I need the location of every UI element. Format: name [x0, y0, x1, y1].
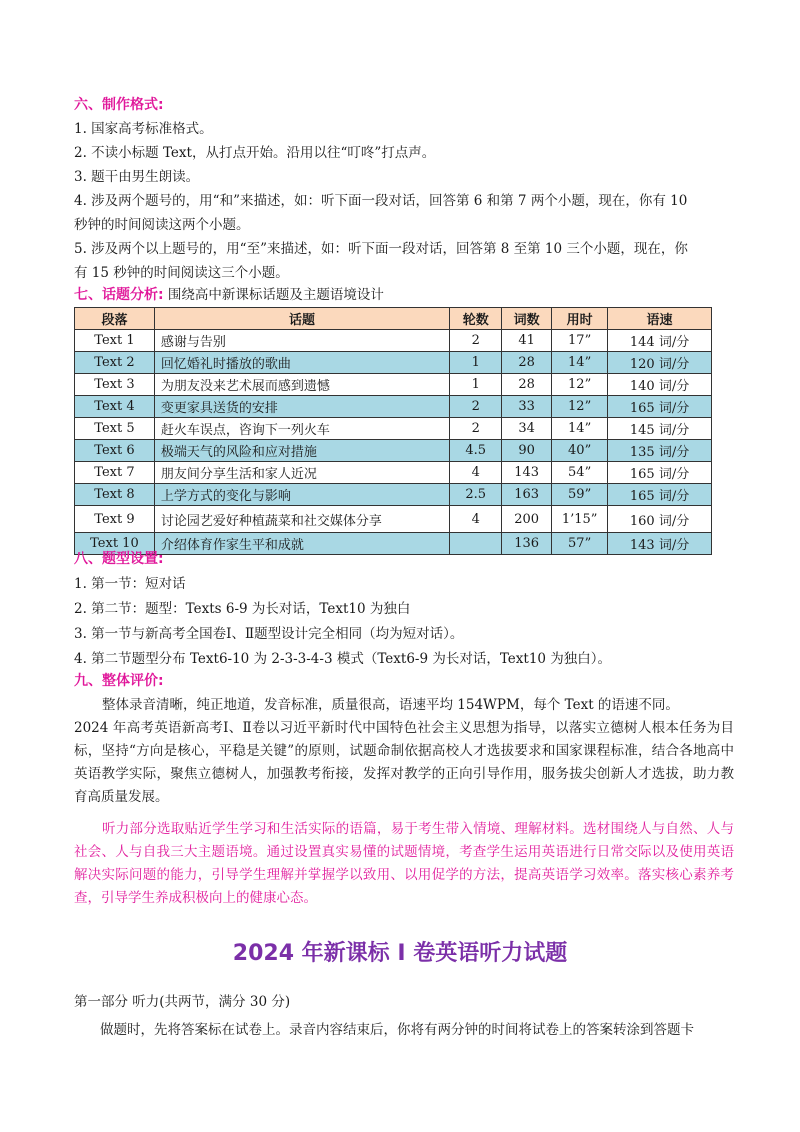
cell-topic: 讨论园艺爱好种植蔬菜和社交媒体分享 — [154, 506, 449, 533]
cell-time: 59” — [552, 484, 608, 506]
table-row — [75, 396, 712, 418]
cell-words: 28 — [502, 374, 552, 396]
cell-words: 33 — [502, 396, 552, 418]
cell-words: 34 — [502, 418, 552, 440]
cell-rounds: 4 — [450, 506, 502, 533]
s6-item-5-cont: 有 15 秒钟的时间阅读这三个小题。 — [74, 265, 289, 281]
section-7-desc: 围绕高中新课标话题及主题语境设计 — [167, 287, 384, 303]
cell-words: 143 — [502, 462, 552, 484]
cell-rounds: 4.5 — [450, 440, 502, 462]
col-header-topic: 话题 — [154, 308, 449, 330]
cell-text: Text 10 — [75, 533, 155, 555]
s8-item-1: 1. 第一节：短对话 — [74, 576, 186, 592]
cell-time: 1’15” — [552, 506, 608, 533]
cell-text: Text 2 — [75, 352, 155, 374]
table-row — [75, 484, 712, 506]
cell-topic: 朋友间分享生活和家人近况 — [154, 462, 449, 484]
cell-speed: 165 词/分 — [608, 462, 712, 484]
cell-time: 12” — [552, 374, 608, 396]
s8-item-3: 3. 第一节与新高考全国卷Ⅰ、Ⅱ题型设计完全相同（均为短对话）。 — [74, 626, 464, 642]
s6-item-4: 4. 涉及两个题号的，用“和”来描述，如：听下面一段对话，回答第 6 和第 7 两个小题，现在，你有 10 — [74, 193, 688, 209]
cell-text: Text 7 — [75, 462, 155, 484]
section-7-heading-line — [74, 284, 734, 306]
cell-speed: 143 词/分 — [608, 533, 712, 555]
cell-text: Text 4 — [75, 396, 155, 418]
cell-words: 163 — [502, 484, 552, 506]
cell-time: 57” — [552, 533, 608, 555]
table-row — [75, 352, 712, 374]
s6-item-3: 3. 题干由男生朗读。 — [74, 169, 200, 185]
topic-table — [74, 307, 712, 555]
cell-speed: 140 词/分 — [608, 374, 712, 396]
cell-text: Text 1 — [75, 330, 155, 352]
cell-topic: 回忆婚礼时播放的歌曲 — [154, 352, 449, 374]
cell-rounds: 1 — [450, 374, 502, 396]
cell-rounds: 2 — [450, 418, 502, 440]
col-header-words: 词数 — [502, 308, 552, 330]
col-header-text: 段落 — [75, 308, 155, 330]
col-header-time: 用时 — [552, 308, 608, 330]
table-header-row — [75, 308, 712, 330]
cell-text: Text 6 — [75, 440, 155, 462]
s6-item-2: 2. 不读小标题 Text，从打点开始。沿用以往“叮咚”打点声。 — [74, 145, 436, 161]
s8-item-2: 2. 第二节：题型：Texts 6-9 为长对话，Text10 为独白 — [74, 601, 411, 617]
s8-item-4: 4. 第二节题型分布 Text6-10 为 2-3-3-4-3 模式（Text6-9 为长对话，Text10 为独白）。 — [74, 651, 612, 667]
cell-text: Text 5 — [75, 418, 155, 440]
s9-paragraph-1: 整体录音清晰，纯正地道，发音标准，质量很高，语速平均 154WPM，每个 Text 的语速不同。 — [102, 697, 679, 713]
cell-speed: 165 词/分 — [608, 396, 712, 418]
cell-text: Text 8 — [75, 484, 155, 506]
section-6-heading: 六、制作格式: — [74, 97, 164, 113]
cell-text: Text 3 — [75, 374, 155, 396]
cell-topic: 极端天气的风险和应对措施 — [154, 440, 449, 462]
exam-title: 2024 年新课标 I 卷英语听力试题 — [232, 941, 568, 966]
cell-speed: 135 词/分 — [608, 440, 712, 462]
cell-speed: 120 词/分 — [608, 352, 712, 374]
cell-topic: 介绍体育作家生平和成就 — [154, 533, 449, 555]
cell-topic: 上学方式的变化与影响 — [154, 484, 449, 506]
section-8-heading: 八、题型设置: — [74, 551, 164, 567]
cell-time: 40” — [552, 440, 608, 462]
cell-time: 14” — [552, 352, 608, 374]
cell-words: 28 — [502, 352, 552, 374]
col-header-rounds: 轮数 — [450, 308, 502, 330]
table-row — [75, 418, 712, 440]
table-row — [75, 440, 712, 462]
cell-words: 41 — [502, 330, 552, 352]
cell-topic: 感谢与告别 — [154, 330, 449, 352]
cell-rounds: 4 — [450, 462, 502, 484]
instruction-text: 做题时，先将答案标在试卷上。录音内容结束后，你将有两分钟的时间将试卷上的答案转涂到答题卡 — [100, 1022, 694, 1038]
s9-paragraph-2: 2024 年高考英语新高考Ⅰ、Ⅱ卷以习近平新时代中国特色社会主义思想为指导，以落实立德树人根本任务为目标，坚持“方向是核心，平稳是关键”的原则，试题命制依据高校人才选拔要求和国家课程标准，结合各地高中英语教学实际，聚焦立德树人，加强教考衔接，发挥对教学的正向引导作用，服务拔尖创新人才选拔，助力教育高质量发展。 — [74, 720, 734, 805]
cell-topic: 为朋友没来艺术展而感到遗憾 — [154, 374, 449, 396]
cell-time: 17” — [552, 330, 608, 352]
cell-topic: 变更家具送货的安排 — [154, 396, 449, 418]
cell-words: 200 — [502, 506, 552, 533]
cell-speed: 144 词/分 — [608, 330, 712, 352]
cell-rounds: 2 — [450, 396, 502, 418]
section-7-heading: 七、话题分析: — [74, 287, 164, 303]
table-row — [75, 506, 712, 533]
s9-paragraph-3: 听力部分选取贴近学生学习和生活实际的语篇，易于考生带入情境、理解材料。选材围绕人与自然、人与社会、人与自我三大主题语境。通过设置真实易懂的试题情境，考查学生运用英语进行日常交际以及使用英语解决实际问题的能力，引导学生理解并掌握学以致用、以用促学的方法，提高英语学习效率。落实核心素养考查，引导学生养成积极向上的健康心态。 — [74, 821, 734, 906]
cell-speed: 165 词/分 — [608, 484, 712, 506]
part-one-heading: 第一部分 听力(共两节，满分 30 分) — [74, 994, 291, 1010]
table-row — [75, 374, 712, 396]
cell-rounds: 1 — [450, 352, 502, 374]
cell-rounds: 2.5 — [450, 484, 502, 506]
s6-item-4-cont: 秒钟的时间阅读这两个小题。 — [74, 217, 250, 233]
cell-time: 12” — [552, 396, 608, 418]
col-header-speed: 语速 — [608, 308, 712, 330]
table-row — [75, 462, 712, 484]
cell-speed: 145 词/分 — [608, 418, 712, 440]
s6-item-5: 5. 涉及两个以上题号的，用“至”来描述，如：听下面一段对话，回答第 8 至第 10 三个小题，现在，你 — [74, 241, 688, 257]
cell-words: 136 — [502, 533, 552, 555]
cell-speed: 160 词/分 — [608, 506, 712, 533]
cell-rounds: 2 — [450, 330, 502, 352]
section-9-heading: 九、整体评价: — [74, 673, 164, 689]
s6-item-1: 1. 国家高考标准格式。 — [74, 121, 213, 137]
cell-words: 90 — [502, 440, 552, 462]
cell-time: 54” — [552, 462, 608, 484]
table-row — [75, 330, 712, 352]
cell-topic: 赶火车误点，咨询下一列火车 — [154, 418, 449, 440]
cell-time: 14” — [552, 418, 608, 440]
cell-text: Text 9 — [75, 506, 155, 533]
